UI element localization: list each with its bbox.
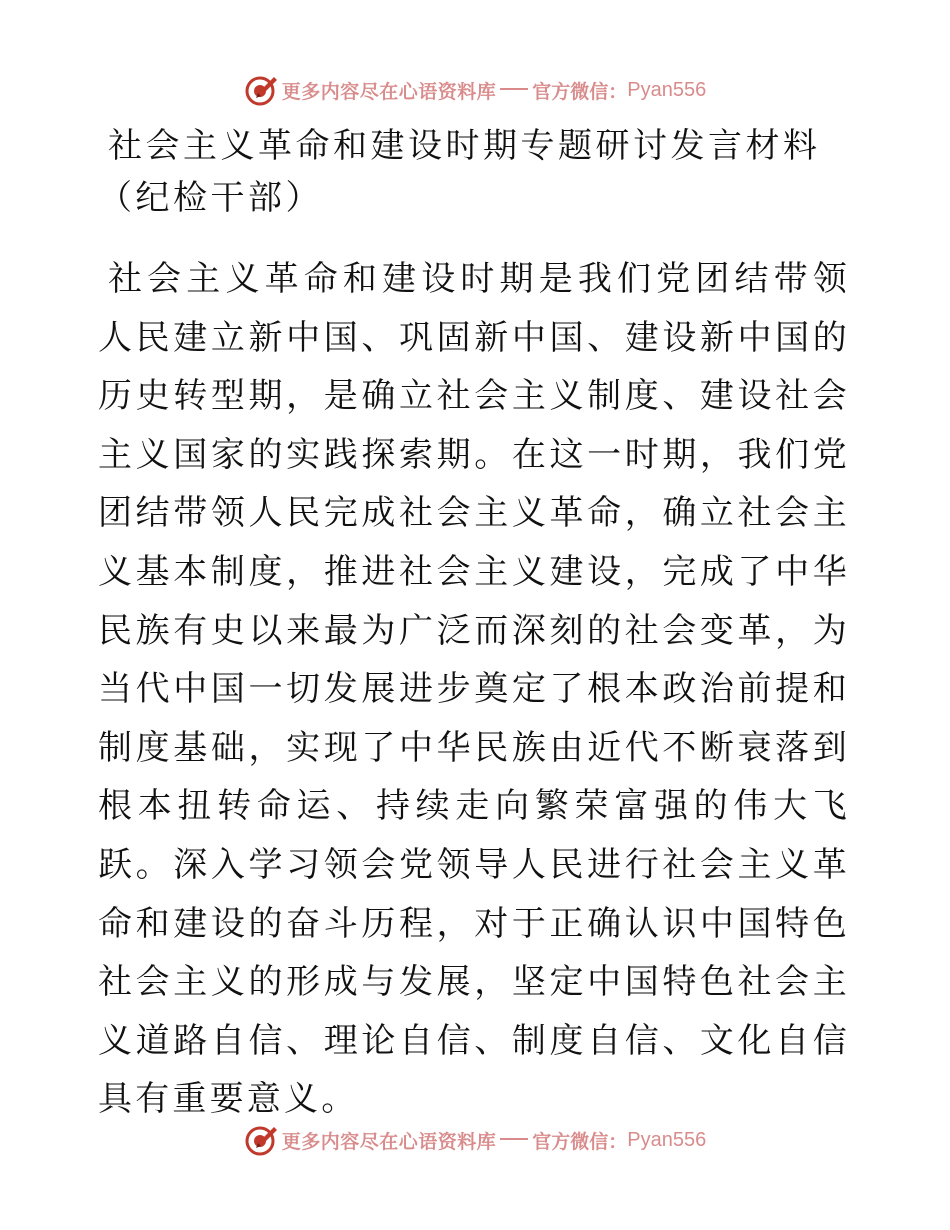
banner-dash bbox=[500, 88, 528, 90]
banner-wechat-id: Pyan556 bbox=[627, 1128, 707, 1151]
document-paragraph: 社会主义革命和建设时期是我们党团结带领人民建立新中国、巩固新中国、建设新中国的历史转型期，是确立社会主义制度、建设社会主义国家的实践探索期。在这一时期，我们党团结带领人民完成社会主义革命，确立社会主义基本制度，推进社会主义建设，完成了中华民族有史以来最为广泛而深刻的社会变革，为当代中国一切发展进步奠定了根本政治前提和制度基础，实现了中华民族由近代不断衰落到根本扭转命运、持续走向繁荣富强的伟大飞跃。深入学习领会党领导人民进行社会主义革命和建设的奋斗历程，对于正确认识中国特色社会主义的形成与发展，坚定中国特色社会主义道路自信、理论自信、制度自信、文化自信具有重要意义。 bbox=[98, 259, 850, 1120]
banner-slogan: 更多内容尽在心语资料库 bbox=[281, 1130, 497, 1153]
banner-dash bbox=[500, 1138, 528, 1140]
footer-banner bbox=[0, 1118, 950, 1162]
document-title: 社会主义革命和建设时期专题研讨发言材料（纪检干部） bbox=[98, 126, 821, 218]
header-banner bbox=[0, 68, 950, 112]
banner-wechat-id: Pyan556 bbox=[627, 78, 707, 101]
pen-circle-logo-icon bbox=[244, 1122, 280, 1158]
pen-circle-logo-icon bbox=[244, 72, 280, 108]
banner-wechat-label: 官方微信： bbox=[532, 80, 628, 103]
banner-slogan: 更多内容尽在心语资料库 bbox=[281, 80, 497, 103]
banner-wechat-label: 官方微信： bbox=[532, 1130, 628, 1153]
